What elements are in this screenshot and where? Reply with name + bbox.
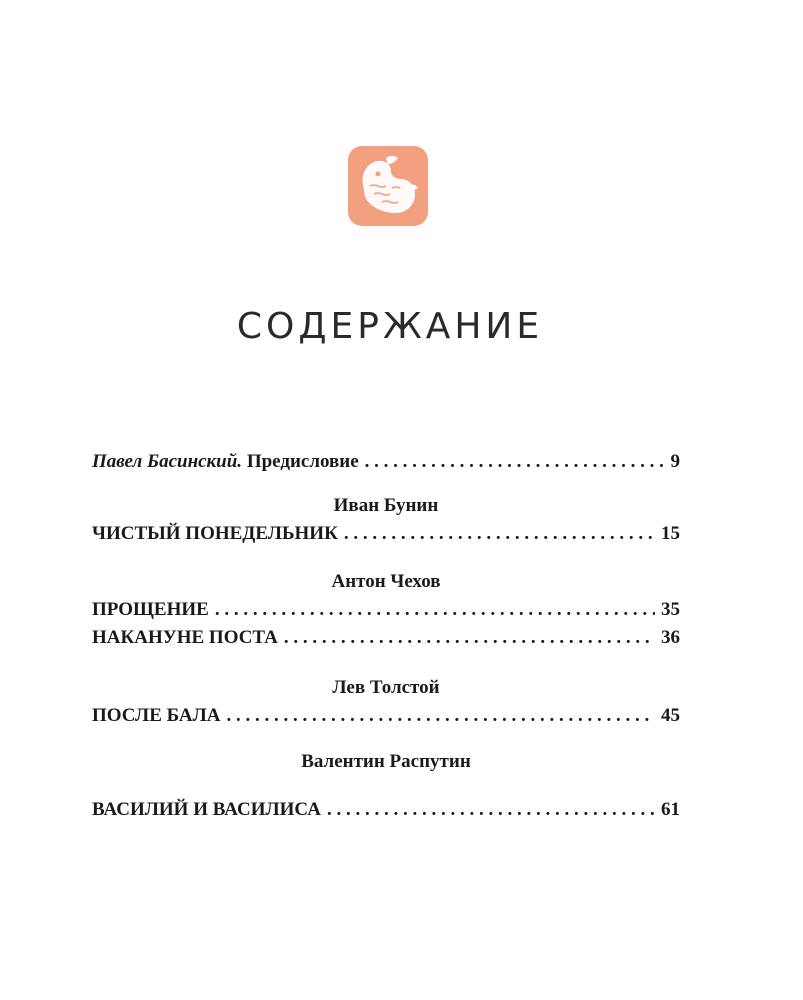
toc-page-number: 35 <box>661 599 680 620</box>
dot-leader <box>327 798 655 822</box>
dot-leader <box>227 704 655 728</box>
toc-page-number: 15 <box>661 523 680 544</box>
toc-entry-title: ПОСЛЕ БАЛА <box>92 705 221 726</box>
section-author: Валентин Распутин <box>301 751 471 772</box>
toc-entry-title: ВАСИЛИЙ И ВАСИЛИСА <box>92 799 321 820</box>
toc-entry-author: Павел Басинский. <box>92 451 243 472</box>
toc-entry[interactable] <box>92 798 680 822</box>
toc-entry[interactable] <box>92 626 680 650</box>
publisher-logo <box>348 146 428 226</box>
section-author: Иван Бунин <box>333 495 439 516</box>
toc-entry-label: Предисловие <box>246 451 359 472</box>
toc-entry-preface[interactable] <box>92 450 680 474</box>
toc-entry-title: ЧИСТЫЙ ПОНЕДЕЛЬНИК <box>92 523 338 544</box>
toc-page-number: 61 <box>661 799 680 820</box>
page-title: СОДЕРЖАНИЕ <box>236 306 544 347</box>
toc-page-number: 36 <box>661 627 680 648</box>
toc-entry[interactable] <box>92 522 680 546</box>
toc-entry-title: ПРОЩЕНИЕ <box>92 599 209 620</box>
section-author: Лев Толстой <box>332 677 440 698</box>
dot-leader <box>365 450 665 474</box>
toc-page-number: 9 <box>670 451 680 472</box>
toc-page-number: 45 <box>661 705 680 726</box>
toc-entry-title <box>92 450 359 474</box>
toc-entry-title: НАКАНУНЕ ПОСТА <box>92 627 278 648</box>
section-author: Антон Чехов <box>331 571 441 592</box>
toc-entry[interactable] <box>92 598 680 622</box>
dot-leader <box>284 626 655 650</box>
toc-entry[interactable] <box>92 704 680 728</box>
fish-icon <box>348 146 428 226</box>
dot-leader <box>215 598 655 622</box>
dot-leader <box>344 522 655 546</box>
